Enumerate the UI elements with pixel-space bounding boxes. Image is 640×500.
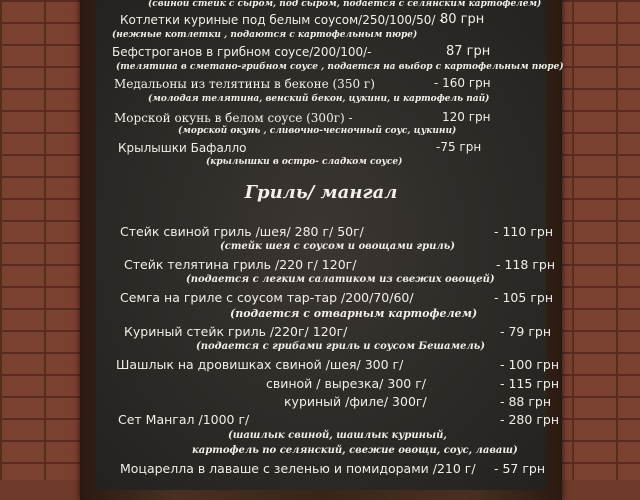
grill-item-note: картофель по селянский, свежие овощи, соус, лаваш) bbox=[192, 445, 518, 456]
menu-content bbox=[96, 0, 564, 480]
grill-dish-price: - 110 грн bbox=[494, 224, 553, 239]
dish-name: Бефстроганов в грибном соусе/200/100/- bbox=[112, 45, 372, 59]
grill-dish-price: - 118 грн bbox=[496, 257, 555, 272]
grill-dish-name: Шашлык на дровишках свиной /шея/ 300 г/ bbox=[116, 357, 404, 372]
dish-name: Котлетки куриные под белым соусом/250/100/50/ - bbox=[120, 13, 444, 27]
grill-dish-price: - 88 грн bbox=[500, 394, 552, 409]
grill-dish-name: Сет Мангал /1000 г/ bbox=[118, 412, 250, 427]
item-note: (молодая телятина, венский бекон, цукини, и картофель пай) bbox=[148, 94, 490, 104]
item-note: (морской окунь , сливочно-чесночный соус, цукини) bbox=[178, 126, 457, 136]
grill-item-note: (подается с грибами гриль и соусом Бешамель) bbox=[196, 341, 486, 352]
dish-name: Медальоны из телятины в беконе (350 г) bbox=[114, 77, 375, 91]
grill-dish-name: Стейк телятина гриль /220 г/ 120г/ bbox=[124, 257, 357, 272]
item-note: (свиной стейк с сыром, под сыром, подается с селянским картофелем) bbox=[148, 0, 542, 9]
grill-item-note: (шашлык свиной, шашлык куриный, bbox=[228, 430, 447, 441]
grill-dish-name: Стейк свиной гриль /шея/ 280 г/ 50г/ bbox=[120, 224, 364, 239]
grill-item-note: (стейк шея с соусом и овощами гриль) bbox=[220, 241, 455, 252]
dish-price: -75 грн bbox=[436, 140, 482, 154]
grill-dish-price: - 79 грн bbox=[500, 324, 552, 339]
grill-dish-name: куриный /филе/ 300г/ bbox=[284, 394, 427, 409]
grill-dish-price: - 100 грн bbox=[500, 357, 559, 372]
grill-dish-price: - 280 грн bbox=[500, 412, 559, 427]
dish-price: - 160 грн bbox=[434, 76, 491, 90]
dish-name: Морской окунь в белом соусе (300г) - bbox=[114, 111, 353, 125]
item-note: (нежные котлетки , подаются с картофельным пюре) bbox=[112, 30, 418, 40]
dish-name: Крылышки Бафалло bbox=[118, 141, 247, 155]
grill-dish-price: - 57 грн bbox=[494, 461, 546, 476]
dish-price: 87 грн bbox=[446, 44, 491, 59]
grill-dish-price: - 115 грн bbox=[500, 376, 559, 391]
item-note: (телятина в сметано-грибном соусе , подается на выбор с картофельным пюре) bbox=[116, 62, 564, 72]
dish-price: 120 грн bbox=[442, 110, 491, 124]
grill-dish-name: Куриный стейк гриль /220г/ 120г/ bbox=[124, 324, 348, 339]
grill-dish-name: Моцарелла в лаваше с зеленью и помидорами /210 г/ bbox=[120, 461, 476, 476]
grill-dish-price: - 105 грн bbox=[494, 290, 553, 305]
grill-dish-name: свиной / вырезка/ 300 г/ bbox=[266, 376, 426, 391]
section-title-grill: Гриль/ мангал bbox=[244, 182, 398, 203]
grill-item-note: (подается с отварным картофелем) bbox=[230, 307, 478, 320]
dish-price: 80 грн bbox=[440, 12, 485, 27]
grill-dish-name: Семга на гриле с соусом тар-тар /200/70/60/ bbox=[120, 290, 414, 305]
item-note: (крылышки в остро- сладком соусе) bbox=[206, 157, 403, 167]
grill-item-note: (подается с легким салатиком из свежих овощей) bbox=[186, 274, 495, 285]
